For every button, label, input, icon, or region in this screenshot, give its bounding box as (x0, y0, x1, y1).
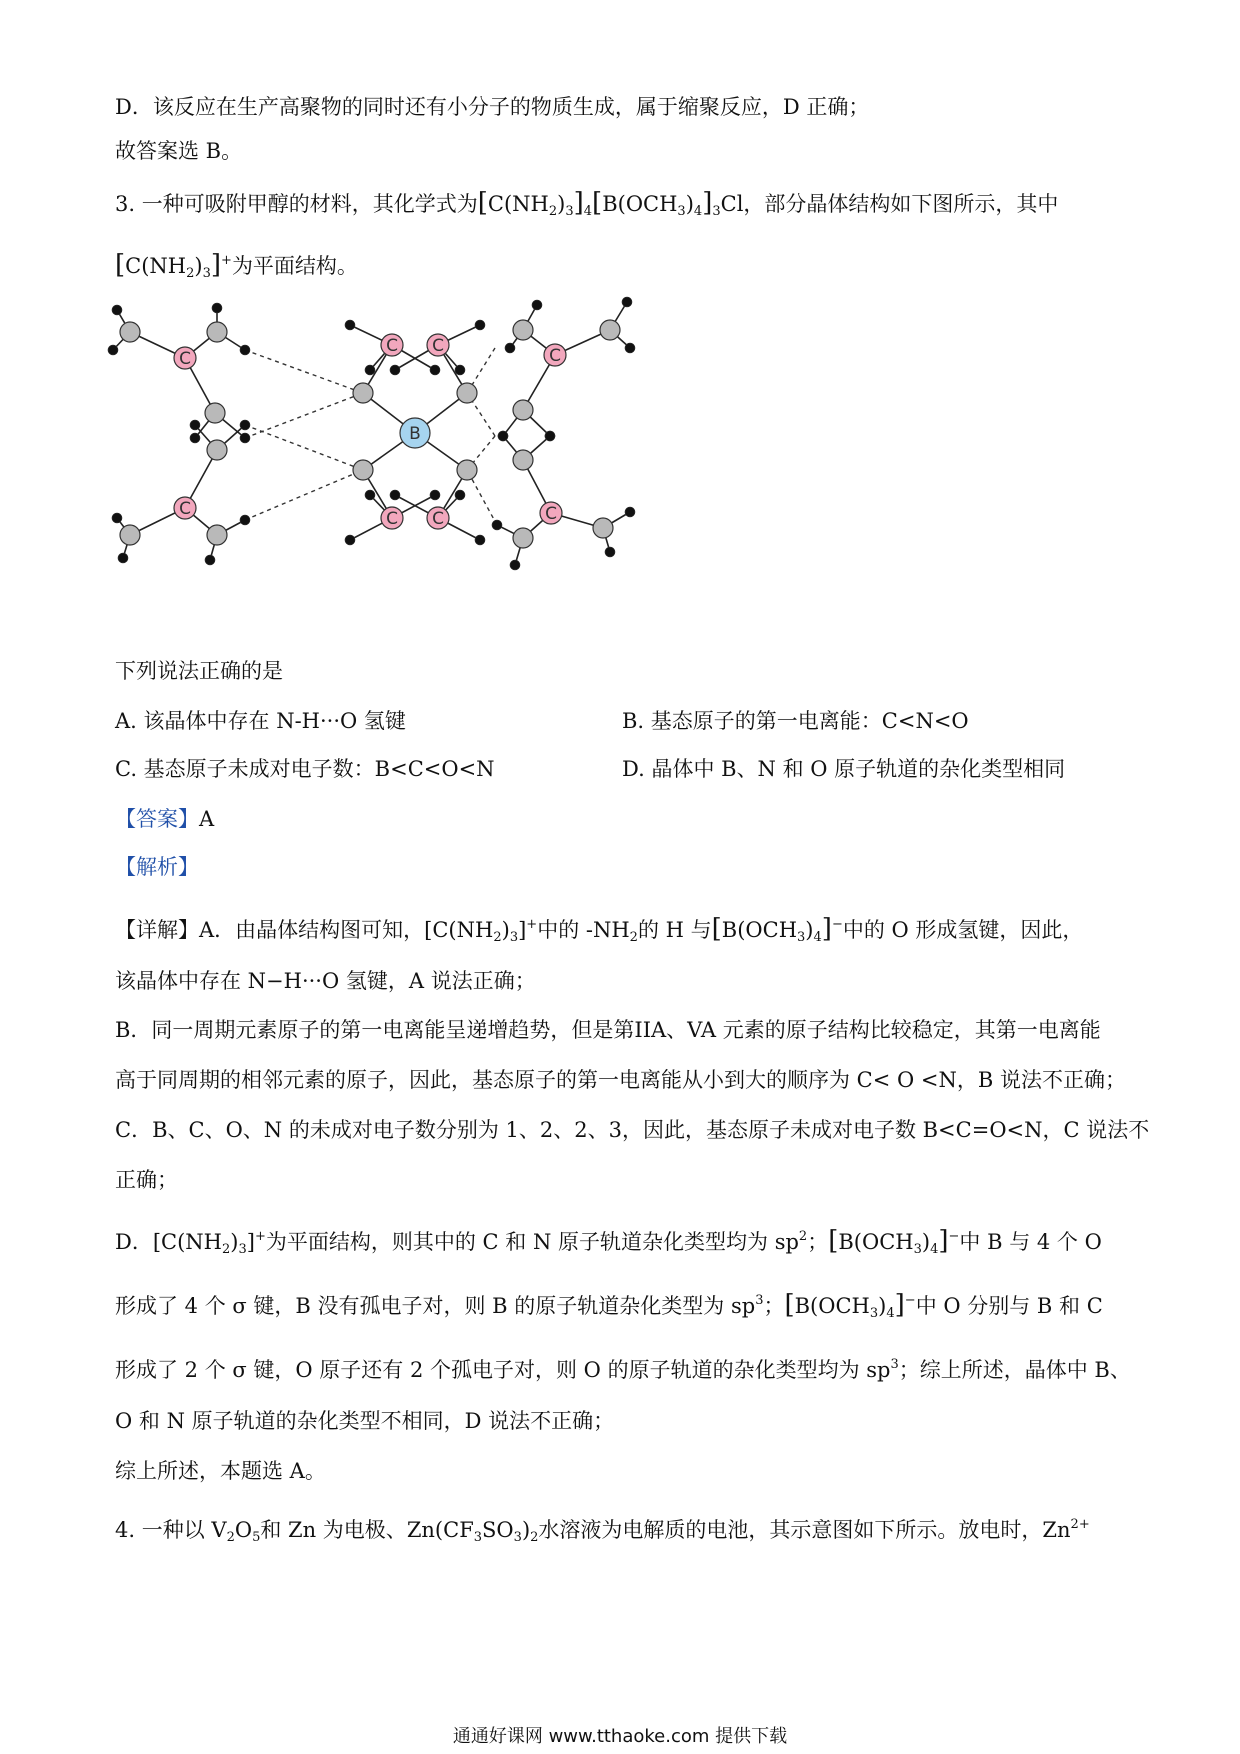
carbon-atom-label: C (179, 349, 191, 369)
carbon-atom-label: C (432, 336, 444, 356)
hydrogen-atom (605, 547, 615, 557)
hydrogen-atom (345, 320, 355, 330)
hydrogen-atom (532, 300, 542, 310)
hydrogen-atom (390, 490, 400, 500)
hydrogen-atom (365, 365, 375, 375)
hydrogen-atom (390, 365, 400, 375)
answer-line (115, 804, 214, 834)
boron-atom-label: B (409, 424, 421, 444)
n-o-atom (593, 518, 613, 538)
detail-a-line1: 【详解】A．由晶体结构图可知，$[C(NH_2)_3]^+$中的 $-NH_2$的 H 与$[B(OCH_3)_4]^-$中的 O 形成氢键，因此， (115, 914, 1084, 945)
hydrogen-bond (245, 425, 363, 470)
hydrogen-atom (345, 535, 355, 545)
detail-b-line1: B．同一周期元素原子的第一电离能呈递增趋势，但是第IIA、VA 元素的原子结构比较稳定，其第一电离能 (115, 1018, 1101, 1042)
hydrogen-atom (108, 345, 118, 355)
crystal-structure-diagram (105, 290, 725, 650)
detail-d-line2: 形成了 4 个 σ 键，B 没有孤电子对，则 B 的原子轨道杂化类型为 $sp^3$；$[B(OCH_3)_4]^-$中 O 分别与 B 和 C (115, 1290, 1103, 1321)
carbon-atom-label: C (386, 336, 398, 356)
option-b: B. 基态原子的第一电离能：C<N<O (622, 709, 969, 733)
hydrogen-bond (245, 350, 363, 393)
hydrogen-atom (625, 507, 635, 517)
text-line: 故答案选 B。 (115, 139, 243, 163)
hydrogen-atom (240, 515, 250, 525)
n-o-atom (207, 525, 227, 545)
carbon-atom-label: C (386, 509, 398, 529)
hydrogen-atom (118, 553, 128, 563)
n-o-atom (513, 400, 533, 420)
n-o-atom (120, 525, 140, 545)
page-footer: 通通好课网 www.tthaoke.com 提供下载 (452, 1726, 788, 1747)
hydrogen-atom (190, 433, 200, 443)
detail-a-line2: 该晶体中存在 N−H···O 氢键，A 说法正确； (115, 969, 536, 993)
n-o-atom (513, 528, 533, 548)
carbon-atom-label: C (179, 499, 191, 519)
n-o-atom (207, 440, 227, 460)
carbon-atom-label: C (549, 346, 561, 366)
hydrogen-atom (240, 420, 250, 430)
carbon-atom-label: C (432, 509, 444, 529)
hydrogen-atom (545, 431, 555, 441)
hydrogen-atom (240, 433, 250, 443)
text-line: D．该反应在生产高聚物的同时还有小分子的物质生成，属于缩聚反应，D 正确； (115, 95, 870, 119)
hydrogen-atom (505, 343, 515, 353)
option-c: C. 基态原子未成对电子数：B<C<O<N (115, 757, 495, 781)
n-o-atom (120, 322, 140, 342)
question-3-stem-cont: $[C(NH_2)_3]^+$为平面结构。 (115, 250, 358, 281)
detail-d-line3: 形成了 2 个 σ 键，O 原子还有 2 个孤电子对，则 O 的原子轨道的杂化类型均为 $sp^3$；综上所述，晶体中 B、 (115, 1357, 1131, 1382)
n-o-atom (513, 450, 533, 470)
detail-c-line1: C．B、C、O、N 的未成对电子数分别为 1、2、2、3，因此，基态原子未成对电子数 B<C=O<N，C 说法不 (115, 1118, 1150, 1142)
detail-d-line1: D．$[C(NH_2)_3]^+$为平面结构，则其中的 C 和 N 原子轨道杂化类型均为 $sp^2$；$[B(OCH_3)_4]^-$中 B 与 4 个 O (115, 1226, 1102, 1257)
hydrogen-atom (430, 365, 440, 375)
question-prompt: 下列说法正确的是 (115, 659, 283, 683)
question-4-stem: 4. 一种以 $V_2O_5$和 Zn 为电极、$Zn(CF_3SO_3)_2$水溶液为电解质的电池，其示意图如下所示。放电时，$Zn^{2+}$ (115, 1517, 1090, 1545)
question-3-stem: 3. 一种可吸附甲醇的材料，其化学式为$[C(NH_2)_3]_4[B(OCH_3)_4]_3Cl$，部分晶体结构如下图所示，其中 (115, 188, 1059, 219)
analysis-tag: 【解析】 (115, 855, 199, 879)
option-a: A. 该晶体中存在 N-H···O 氢键 (115, 709, 406, 733)
hydrogen-bond (245, 470, 363, 520)
hydrogen-atom (240, 345, 250, 355)
hydrogen-atom (475, 320, 485, 330)
n-o-atom (457, 460, 477, 480)
hydrogen-atom (455, 490, 465, 500)
hydrogen-atom (212, 303, 222, 313)
answer-tag: 【答案】 (115, 807, 199, 831)
detail-d-line4: O 和 N 原子轨道的杂化类型不相同，D 说法不正确； (115, 1409, 615, 1433)
hydrogen-atom (112, 513, 122, 523)
hydrogen-atom (190, 420, 200, 430)
detail-b-line2: 高于同周期的相邻元素的原子，因此，基态原子的第一电离能从小到大的顺序为 C< O <N，B 说法不正确； (115, 1068, 1126, 1092)
hydrogen-atom (625, 343, 635, 353)
hydrogen-atom (622, 297, 632, 307)
option-d: D. 晶体中 B、N 和 O 原子轨道的杂化类型相同 (622, 757, 1066, 781)
hydrogen-atom (205, 555, 215, 565)
hydrogen-atom (365, 490, 375, 500)
n-o-atom (600, 320, 620, 340)
hydrogen-atom (510, 560, 520, 570)
n-o-atom (513, 320, 533, 340)
n-o-atom (353, 460, 373, 480)
hydrogen-atom (498, 431, 508, 441)
carbon-atom-label: C (545, 504, 557, 524)
n-o-atom (205, 403, 225, 423)
hydrogen-atom (455, 365, 465, 375)
hydrogen-atom (430, 490, 440, 500)
n-o-atom (207, 322, 227, 342)
hydrogen-atom (475, 535, 485, 545)
summary-line: 综上所述，本题选 A。 (115, 1459, 326, 1483)
detail-c-line2: 正确； (115, 1168, 178, 1192)
answer-value: A (199, 807, 215, 831)
hydrogen-atom (112, 305, 122, 315)
n-o-atom (353, 383, 373, 403)
n-o-atom (457, 383, 477, 403)
hydrogen-atom (492, 520, 502, 530)
